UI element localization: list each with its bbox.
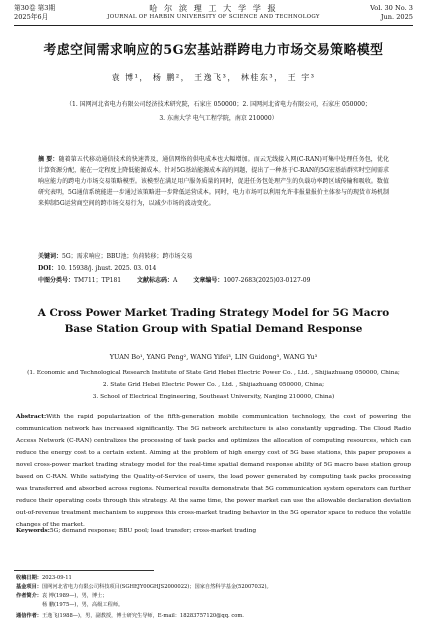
affiliation-en-line-2: 2. State Grid Hebei Electric Power Co. , Ltd. , Shijiazhuang 050000, China; <box>102 382 325 388</box>
classification-line <box>38 276 397 285</box>
paper-title-en <box>14 305 413 337</box>
doc-code-value: A <box>173 277 178 284</box>
footnote-author-1 <box>16 592 413 601</box>
keywords-cn <box>38 252 397 261</box>
footnote-received <box>16 574 413 583</box>
clc-label: 中图分类号： <box>38 277 75 284</box>
abstract-cn-text: 随着第五代移动通信技术的快速普及，通信网络的供电成本也大幅增加。而云无线接入网(C-RAN)可集中处理任务包，优化计算资源分配，能在一定程度上降低能源成本。针对5G基站能源成本高的问题，提出了一种基于C-RAN的5G宏基站群实时空间需求响应能力的跨电力市场交易策略模型。该模型在满足用户服务质量的同时，促进任务包处理产生的负载功率跨区域传输和吸收。数值研究表明，5G通信系统能进一步通过该策略进一步降低运营成本。同时，电力市场可以利用允许非报量报价主体参与的现货市场机制来抑制5G运营商空间的跨市场交易行为，以减少市场的波动变化。 <box>38 156 389 207</box>
corresponding-text: 王逸飞(1988—)，男，副教授，博士研究生导师，E-mail：18283757120@qq. com. <box>41 613 244 619</box>
article-no-label: 文章编号： <box>193 277 224 284</box>
clc-value: TM711；TP181 <box>74 277 122 284</box>
header-divider <box>14 25 413 26</box>
abstract-cn <box>38 154 389 209</box>
doi-value: 10. 15938/j. jhust. 2025. 03. 014 <box>57 265 157 272</box>
affiliation-cn-line-1: （1. 国网河北省电力有限公司经济技术研究院，石家庄 050000；2. 国网河北省电力有限公司，石家庄 050000； <box>66 101 371 108</box>
keywords-en-text: 5G; demand response; BBU pool; load transfer; cross-market trading <box>49 528 257 534</box>
paper-title-cn: 考虑空间需求响应的5G宏基站群跨电力市场交易策略模型 <box>43 43 384 58</box>
keywords-cn-text: 5G；需求响应；BBU池；负荷转移；跨市场交易 <box>62 253 193 260</box>
footnote-author-2: 杨 鹏(1975—)，男，高级工程师。 <box>42 602 124 608</box>
header-right <box>370 4 413 22</box>
header-date-en: Jun. 2025 <box>380 13 413 21</box>
header-volume-en: Vol. 30 No. 3 <box>370 4 413 12</box>
affiliation-en-line-1: (1. Economic and Technological Research Institute of State Grid Hebei Electric Power Co. , Ltd. , Shijiazhuang 050000, China; <box>27 370 400 376</box>
keywords-en <box>16 527 411 534</box>
doc-code-label: 文献标志码： <box>137 277 174 284</box>
doi-line <box>38 264 397 273</box>
abstract-en-text: With the rapid popularization of the fifth-generation mobile communication technology, the cost of powering the communication network has increased significantly. The 5G network architecture is also constantly upgrading. The Cloud Radio Access Network (C-RAN) centralizes the processing of task packs and optimizes the allocation of computing resources, which can reduce the energy cost to a certain extent. Aiming at the problem of high energy cost of 5G base stations, this paper proposes a novel cross-power market trading strategy model for the real-time spatial demand response ability of 5G macro base station group based on C-RAN. While satisfying the Quality-of-Service of users, the load power generated by computing task packs processing was transferred and absorbed across regions. Numerical results demonstrate that 5G communication system operators can further reduce their operating costs through this strategy. At the same time, the power market can use the allowable declaration deviation out-of-revenue treatment mechanism to suppress this cross-market trading behavior in the 5G operator space to reduce the volatile changes of the market. <box>16 414 411 528</box>
funding-label: 基金项目： <box>16 584 42 590</box>
header-center <box>14 4 413 22</box>
author-info-1: 袁 博(1989—)，男，博士； <box>41 593 108 599</box>
running-header <box>14 4 413 26</box>
received-date: 2023-09-11 <box>41 575 72 581</box>
paper-title-en-line-2: Base Station Group with Spatial Demand Response <box>64 323 363 335</box>
affiliation-en-line-3: 3. School of Electrical Engineering, Southeast University, Nanjing 210000, China) <box>92 394 335 400</box>
paper-title-en-line-1: A Cross Power Market Trading Strategy Model for 5G Macro <box>37 307 390 319</box>
footnote-corresponding <box>16 612 413 621</box>
abstract-cn-label: 摘 要： <box>38 156 59 163</box>
article-no-value: 1007-2683(2025)03-0127-09 <box>223 277 311 284</box>
journal-name-cn: 哈 尔 滨 理 工 大 学 学 报 <box>149 3 278 13</box>
footnote-funding <box>16 583 413 592</box>
funding-text: 国网河北省电力有限公司科技项目(SGHEJY00GHJS2000022)；国家自然科学基金(52007032)。 <box>41 584 272 590</box>
abstract-en-label: Abstract: <box>16 413 47 420</box>
keywords-en-label: Keywords: <box>16 527 50 534</box>
author-info-label: 作者简介： <box>16 593 42 599</box>
abstract-en <box>16 411 411 531</box>
doi-label: DOI： <box>38 265 58 272</box>
received-label: 收稿日期： <box>16 575 42 581</box>
keywords-cn-label: 关键词： <box>38 253 63 260</box>
authors-en: YUAN Bo¹, YANG Peng², WANG Yifei³, LIN Guidong³, WANG Yu³ <box>109 353 318 361</box>
affiliation-cn-line-2: 3. 东南大学 电气工程学院，南京 210000） <box>159 115 278 122</box>
header-date-cn: 2025年6月 <box>14 13 49 21</box>
corresponding-label: 通信作者： <box>16 613 42 619</box>
header-volume-cn: 第30卷 第3期 <box>14 4 56 12</box>
footnote-divider <box>14 570 154 571</box>
authors-cn: 袁 博¹， 杨 鹏²， 王逸飞³， 林桂东³， 王 宇³ <box>111 73 316 82</box>
journal-name-en: JOURNAL OF HARBIN UNIVERSITY OF SCIENCE AND TECHNOLOGY <box>107 14 320 20</box>
